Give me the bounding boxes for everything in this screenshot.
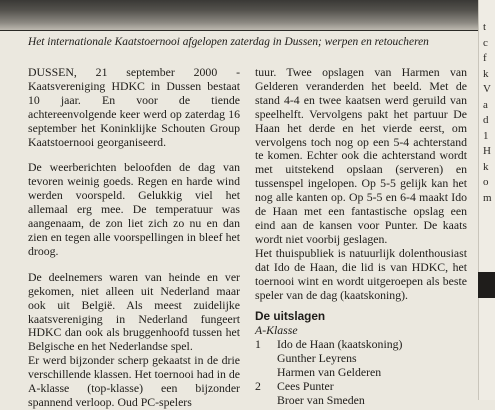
result-player: Ido de Haan (kaatskoning) (277, 337, 403, 352)
result-rank (255, 366, 277, 380)
results-class: A-Klasse (255, 323, 298, 338)
result-player: Harmen van Gelderen (277, 365, 382, 380)
strip-letter: V (483, 83, 491, 95)
strip-letter: k (483, 160, 489, 173)
result-player: Gunther Leyrens (277, 351, 357, 366)
result-rank (255, 394, 277, 408)
paragraph: Het thuispubliek is natuurlijk dolenthousiast dat Ido de Haan, die lid is van HDKC, het toernooi wint en wordt uitgeroepen als beste speler van de dag (kaatskoning). (255, 245, 467, 302)
result-rank: 2 (255, 378, 261, 393)
paragraph: Er werd bijzonder scherp gekaatst in de drie verschillende klassen. Het toernooi had in de A-klasse (top-klasse) een bijzonder spannend verloop. Oud PC-spelers (28, 353, 240, 409)
strip-letter: d (483, 114, 489, 126)
adjacent-column-fragment (478, 0, 495, 400)
paragraph: De deelnemers waren van heinde en ver gekomen, niet alleen uit Nederland maar ook uit België. Als meest zuidelijke kaatsvereniging in Nederland fungeert HDKC dan ook als bruggenhoofd tussen het Belgische en het Nederlandse spel. (28, 269, 240, 354)
lead-paragraph: DUSSEN, 21 september 2000 - Kaatsvereniging HDKC in Dussen bestaat 10 jaar. En voor de tiende achtereenvolgende keer werd op zaterdag 16 september het Koninklijke Schouten Group Kaatstoernooi georganiseerd. (28, 65, 240, 149)
paragraph: De weerberichten beloofden de dag van tevoren weinig goeds. Regen en harde wind werden voorspeld. Gelukkig viel het allemaal erg mee. De temperatuur was aangenaam, de zon liet zich zo nu en dan zien en tegen alle voorspellingen in bleef het droog. (28, 160, 240, 258)
strip-letter: 1 (483, 129, 489, 142)
result-rank (255, 352, 277, 366)
result-rank: 1 (255, 337, 261, 352)
strip-letter: H (483, 145, 491, 157)
result-row (255, 338, 467, 352)
strip-letter: k (483, 67, 489, 80)
newspaper-photo (0, 0, 478, 31)
result-row (255, 352, 467, 366)
strip-letter: m (483, 191, 492, 204)
result-row (255, 380, 467, 394)
adjacent-headline-bar (478, 272, 495, 298)
results-heading: De uitslagen (255, 309, 326, 324)
paragraph: tuur. Twee opslagen van Harmen van Gelderen veranderden het beeld. Met de stand 4-4 en twee kaatsen werd geruild van speelhelft. Vervolgens pakt het partuur De Haan het derde en het vierde eerst, om vervolgens toch nog op een 5-4 achterstand te komen. Echter ook die achterstand wordt met uitstekend opslaan (serveren) en tussenspel ingelopen. Op 5-5 gelijk kan het nog alle kanten op. Op 5-5 en 6-4 maakt Ido de Haan met een fantastische opslag een eind aan de kansen voor Punter. De kaats wordt niet voorbij geslagen. (255, 65, 467, 246)
result-row (255, 366, 467, 380)
result-row (255, 394, 467, 408)
result-player: Broer van Smeden (277, 392, 365, 407)
strip-letter: f (483, 52, 487, 64)
result-player: Cees Punter (277, 378, 334, 393)
strip-letter: o (483, 176, 489, 188)
strip-letter: t (483, 21, 487, 33)
article-left-column (28, 66, 240, 410)
article-right-column (255, 66, 467, 408)
strip-letter: c (483, 36, 488, 49)
strip-letter: a (483, 98, 488, 111)
photo-caption: Het internationale Kaatstoernooi afgelopen zaterdag in Dussen; werpen en retoucheren (28, 36, 429, 48)
